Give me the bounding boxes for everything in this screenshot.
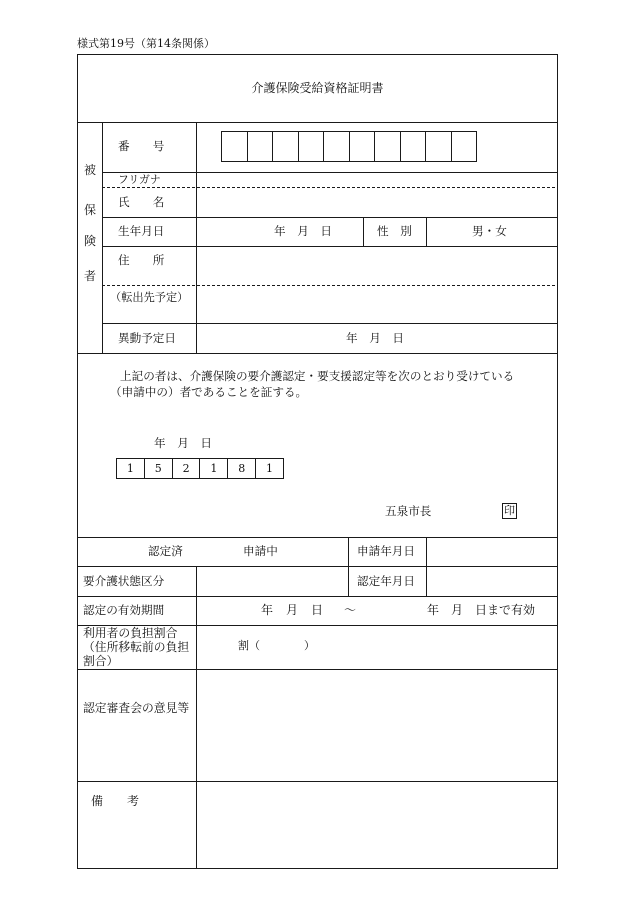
- certification-date-label: 認定年月日: [357, 574, 415, 588]
- burden-value: 割（ ）: [238, 639, 315, 652]
- number-box: [374, 132, 400, 161]
- application-date-field: [427, 538, 557, 566]
- address-label: 住 所: [118, 253, 165, 267]
- furigana-label: フリガナ: [118, 173, 161, 186]
- number-box: [451, 132, 477, 161]
- side-label-char: 者: [84, 269, 97, 283]
- number-box: [323, 132, 349, 161]
- certification-date-field: [427, 567, 557, 596]
- birthdate-label: 生年月日: [118, 224, 165, 238]
- table-rule-vertical: [102, 122, 103, 353]
- table-rule-horizontal: [77, 596, 558, 597]
- number-box: [222, 132, 247, 161]
- committee-opinion-field: [197, 670, 557, 781]
- table-rule-horizontal: [77, 122, 558, 123]
- number-label: 番 号: [118, 139, 165, 153]
- number-box: [272, 132, 298, 161]
- table-rule-vertical: [363, 217, 364, 246]
- validity-from: 年 月 日: [261, 603, 324, 617]
- name-field: [197, 188, 557, 217]
- care-level-label: 要介護状態区分: [83, 574, 165, 588]
- insured-number-boxes: [221, 131, 477, 162]
- validity-separator: ～: [344, 603, 357, 617]
- table-rule-horizontal: [77, 353, 558, 354]
- certification-statement-line1: 上記の者は、介護保険の要介護認定・要支援認定等を次のとおり受けている: [120, 369, 515, 383]
- transfer-label: （転出先予定）: [110, 291, 189, 304]
- sex-value: 男・女: [472, 224, 507, 238]
- form-title: 介護保険受給資格証明書: [251, 81, 384, 95]
- form-number-label: 様式第19号（第14条関係）: [77, 37, 215, 50]
- code-digit: 5: [144, 459, 172, 478]
- table-rule-vertical: [426, 217, 427, 246]
- application-date-label: 申請年月日: [357, 544, 415, 558]
- side-label-char: 被: [84, 163, 97, 177]
- burden-label-line: 利用者の負担割合: [83, 626, 178, 640]
- number-box: [425, 132, 451, 161]
- address-field: [197, 247, 557, 285]
- number-box: [247, 132, 273, 161]
- number-box: [400, 132, 426, 161]
- code-digit: 1: [199, 459, 227, 478]
- birthdate-value: 年 月 日: [274, 224, 332, 238]
- care-level-field: [197, 567, 348, 596]
- status-applying: 申請中: [243, 544, 278, 558]
- number-box: [298, 132, 324, 161]
- sex-label: 性 別: [377, 224, 412, 238]
- code-digit: 1: [255, 459, 283, 478]
- issuer-name: 五泉市長: [385, 504, 432, 518]
- table-rule-vertical: [348, 537, 349, 596]
- seal-box: 印: [504, 504, 515, 517]
- side-label-char: 険: [84, 234, 97, 248]
- remarks-field: [197, 782, 557, 868]
- table-rule-horizontal: [102, 217, 558, 218]
- committee-opinion-label: 認定審査会の意見等: [83, 701, 190, 715]
- validity-label: 認定の有効期間: [83, 603, 165, 617]
- validity-to: 年 月 日まで有効: [427, 603, 536, 617]
- table-rule-horizontal: [102, 323, 558, 324]
- code-digit: 1: [126, 462, 134, 475]
- code-digit: 8: [227, 459, 255, 478]
- certification-statement-line2: （申請中の）者であることを証する。: [110, 385, 308, 399]
- code-digit: 2: [172, 459, 200, 478]
- status-certified: 認定済: [148, 544, 183, 558]
- side-label-char: 保: [84, 203, 97, 217]
- burden-label-line: （住所移転前の負担: [83, 640, 190, 654]
- name-label: 氏 名: [118, 195, 165, 209]
- certification-date: 年 月 日: [154, 436, 212, 450]
- burden-label-line: 割合）: [83, 654, 119, 668]
- remarks-label: 備 考: [91, 794, 140, 808]
- move-date-label: 異動予定日: [118, 331, 176, 345]
- code-boxes: [116, 458, 284, 479]
- transfer-field: [197, 286, 557, 323]
- number-box: [349, 132, 375, 161]
- furigana-field: [197, 173, 557, 187]
- move-date-value: 年 月 日: [346, 331, 404, 345]
